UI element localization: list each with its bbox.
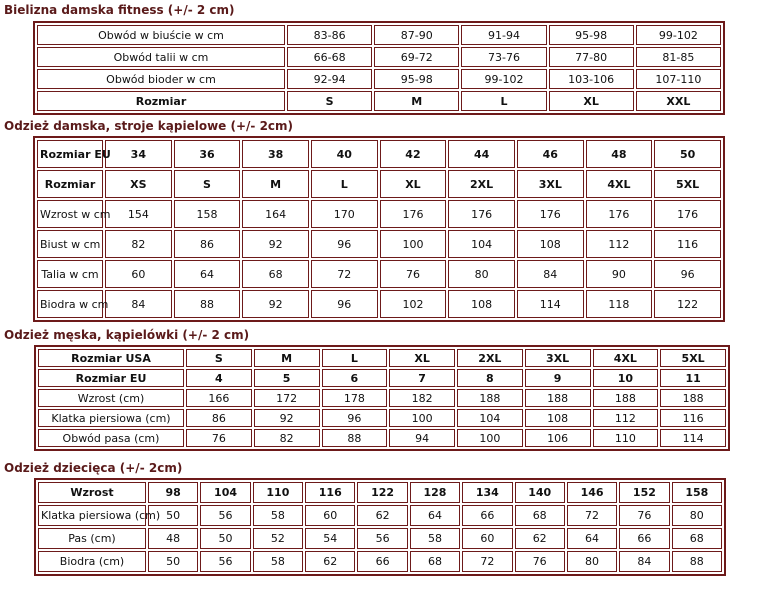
table-cell: 152 [619,482,669,503]
table-cell: 40 [311,140,378,168]
table-cell: 176 [586,200,653,228]
table-cell: 103-106 [549,69,634,89]
table-row [38,349,726,367]
table-cell: 95-98 [374,69,459,89]
table-cell: 182 [389,389,455,407]
table-cell: XL [389,349,455,367]
table-cell: 92 [242,230,309,258]
row-label: Biodra (cm) [38,551,146,572]
men-size-table [34,345,730,451]
table-cell: 116 [660,409,726,427]
table-cell: 146 [567,482,617,503]
table-cell: 116 [305,482,355,503]
table-cell: 66 [357,551,407,572]
table-cell: 3XL [517,170,584,198]
table-cell: 104 [457,409,523,427]
table-cell: 176 [654,200,721,228]
table-cell: M [374,91,459,111]
table-cell: 88 [672,551,722,572]
table-cell: 108 [517,230,584,258]
table-cell: 90 [586,260,653,288]
table-cell: 107-110 [636,69,721,89]
table-row [37,230,721,258]
row-label: Wzrost (cm) [38,389,184,407]
table-row [38,551,722,572]
table-cell: 50 [654,140,721,168]
table-cell: 99-102 [636,25,721,45]
table-cell: 73-76 [461,47,546,67]
table-cell: 92-94 [287,69,372,89]
row-label: Biust w cm [37,230,103,258]
table-cell: 34 [105,140,172,168]
table-cell: 86 [186,409,252,427]
table-cell: S [287,91,372,111]
table-row [38,369,726,387]
table-cell: 60 [305,505,355,526]
table-cell: 48 [586,140,653,168]
table-cell: 116 [654,230,721,258]
table-cell: 122 [357,482,407,503]
table-cell: 80 [448,260,515,288]
table-cell: 58 [253,505,303,526]
table-cell: 68 [242,260,309,288]
table-cell: 64 [567,528,617,549]
table-row [37,290,721,318]
table-cell: 86 [174,230,241,258]
table-cell: 3XL [525,349,591,367]
row-label: Talia w cm [37,260,103,288]
table-cell: 92 [254,409,320,427]
table-cell: 4 [186,369,252,387]
table-cell: S [174,170,241,198]
table-cell: 66-68 [287,47,372,67]
table-cell: S [186,349,252,367]
table-cell: 72 [567,505,617,526]
table-cell: 96 [311,230,378,258]
table-cell: 64 [174,260,241,288]
table-cell: 166 [186,389,252,407]
table-cell: 134 [462,482,512,503]
table-cell: 84 [619,551,669,572]
row-label: Obwód bioder w cm [37,69,285,89]
kids-size-table [34,478,726,576]
table-cell: 80 [567,551,617,572]
table-cell: 128 [410,482,460,503]
table-cell: 4XL [586,170,653,198]
table-cell: 77-80 [549,47,634,67]
table-cell: 92 [242,290,309,318]
table-cell: 81-85 [636,47,721,67]
table-cell: 98 [148,482,198,503]
table-cell: 2XL [457,349,523,367]
table-cell: 112 [586,230,653,258]
table-cell: 188 [525,389,591,407]
table-row [37,140,721,168]
table-cell: 10 [593,369,659,387]
men-title: Odzież męska, kąpielówki (+/- 2 cm) [4,328,250,342]
table-cell: 60 [105,260,172,288]
table-cell: 158 [174,200,241,228]
table-cell: 2XL [448,170,515,198]
table-cell: XL [549,91,634,111]
table-cell: 62 [357,505,407,526]
table-row [37,200,721,228]
table-cell: 72 [311,260,378,288]
table-cell: 50 [148,551,198,572]
table-cell: 114 [660,429,726,447]
table-cell: 62 [515,528,565,549]
row-label: Obwód pasa (cm) [38,429,184,447]
table-cell: XXL [636,91,721,111]
row-label: Rozmiar USA [38,349,184,367]
table-cell: 100 [457,429,523,447]
table-cell: 104 [200,482,250,503]
table-cell: 102 [380,290,447,318]
row-label: Rozmiar [37,170,103,198]
table-cell: 68 [515,505,565,526]
row-label: Biodra w cm [37,290,103,318]
table-cell: 172 [254,389,320,407]
table-cell: 176 [517,200,584,228]
table-cell: 52 [253,528,303,549]
table-cell: 96 [654,260,721,288]
table-row [37,69,721,89]
row-label: Klatka piersiowa (cm) [38,505,146,526]
table-row [38,482,722,503]
table-cell: 154 [105,200,172,228]
table-cell: 54 [305,528,355,549]
table-cell: 99-102 [461,69,546,89]
table-cell: 96 [311,290,378,318]
table-cell: 95-98 [549,25,634,45]
table-cell: XS [105,170,172,198]
table-cell: 64 [410,505,460,526]
row-label: Klatka piersiowa (cm) [38,409,184,427]
table-cell: 66 [462,505,512,526]
table-cell: 108 [448,290,515,318]
table-cell: 80 [672,505,722,526]
row-label: Rozmiar [37,91,285,111]
table-cell: 84 [105,290,172,318]
women-size-table [33,136,725,322]
table-cell: 178 [322,389,388,407]
row-label: Wzrost [38,482,146,503]
table-cell: 44 [448,140,515,168]
table-cell: L [311,170,378,198]
table-row [38,505,722,526]
table-cell: L [461,91,546,111]
table-cell: 66 [619,528,669,549]
table-cell: 38 [242,140,309,168]
table-cell: 7 [389,369,455,387]
row-label: Rozmiar EU [37,140,103,168]
table-cell: 114 [517,290,584,318]
kids-title: Odzież dziecięca (+/- 2cm) [4,461,183,475]
table-cell: 48 [148,528,198,549]
table-cell: 5XL [654,170,721,198]
table-cell: 8 [457,369,523,387]
table-cell: 5 [254,369,320,387]
table-cell: 100 [380,230,447,258]
table-cell: 50 [148,505,198,526]
table-row [37,91,721,111]
table-cell: 158 [672,482,722,503]
fitness-title: Bielizna damska fitness (+/- 2 cm) [4,3,235,17]
table-cell: 88 [174,290,241,318]
row-label: Pas (cm) [38,528,146,549]
table-cell: 91-94 [461,25,546,45]
table-cell: 188 [457,389,523,407]
table-cell: 5XL [660,349,726,367]
fitness-size-table [33,21,725,115]
table-cell: 58 [253,551,303,572]
table-cell: 42 [380,140,447,168]
table-cell: 6 [322,369,388,387]
table-cell: 104 [448,230,515,258]
table-row [37,260,721,288]
table-cell: 58 [410,528,460,549]
table-cell: 82 [105,230,172,258]
table-cell: 110 [253,482,303,503]
table-cell: 122 [654,290,721,318]
table-cell: 60 [462,528,512,549]
table-row [37,170,721,198]
table-cell: 176 [448,200,515,228]
table-cell: 46 [517,140,584,168]
table-cell: 76 [186,429,252,447]
table-cell: 112 [593,409,659,427]
table-cell: 140 [515,482,565,503]
table-row [37,47,721,67]
table-cell: 62 [305,551,355,572]
table-cell: XL [380,170,447,198]
table-cell: M [242,170,309,198]
row-label: Obwód talii w cm [37,47,285,67]
table-cell: 188 [660,389,726,407]
table-row [38,409,726,427]
table-row [38,429,726,447]
table-cell: 83-86 [287,25,372,45]
table-cell: 11 [660,369,726,387]
table-cell: 82 [254,429,320,447]
table-cell: 106 [525,429,591,447]
table-row [38,528,722,549]
table-cell: 56 [200,505,250,526]
table-cell: 88 [322,429,388,447]
table-row [38,389,726,407]
table-cell: 56 [357,528,407,549]
table-cell: 94 [389,429,455,447]
table-row [37,25,721,45]
row-label: Rozmiar EU [38,369,184,387]
table-cell: 76 [380,260,447,288]
row-label: Wzrost w cm [37,200,103,228]
table-cell: 188 [593,389,659,407]
table-cell: 50 [200,528,250,549]
table-cell: 84 [517,260,584,288]
table-cell: 176 [380,200,447,228]
table-cell: 9 [525,369,591,387]
table-cell: 110 [593,429,659,447]
table-cell: 87-90 [374,25,459,45]
table-cell: L [322,349,388,367]
table-cell: 118 [586,290,653,318]
table-cell: 76 [515,551,565,572]
table-cell: 36 [174,140,241,168]
table-cell: 76 [619,505,669,526]
table-cell: 56 [200,551,250,572]
table-cell: 72 [462,551,512,572]
table-cell: 164 [242,200,309,228]
table-cell: 170 [311,200,378,228]
table-cell: 69-72 [374,47,459,67]
table-cell: 100 [389,409,455,427]
table-cell: 96 [322,409,388,427]
table-cell: 4XL [593,349,659,367]
women-title: Odzież damska, stroje kąpielowe (+/- 2cm) [4,119,294,133]
table-cell: 68 [410,551,460,572]
table-cell: M [254,349,320,367]
table-cell: 68 [672,528,722,549]
row-label: Obwód w biuście w cm [37,25,285,45]
table-cell: 108 [525,409,591,427]
